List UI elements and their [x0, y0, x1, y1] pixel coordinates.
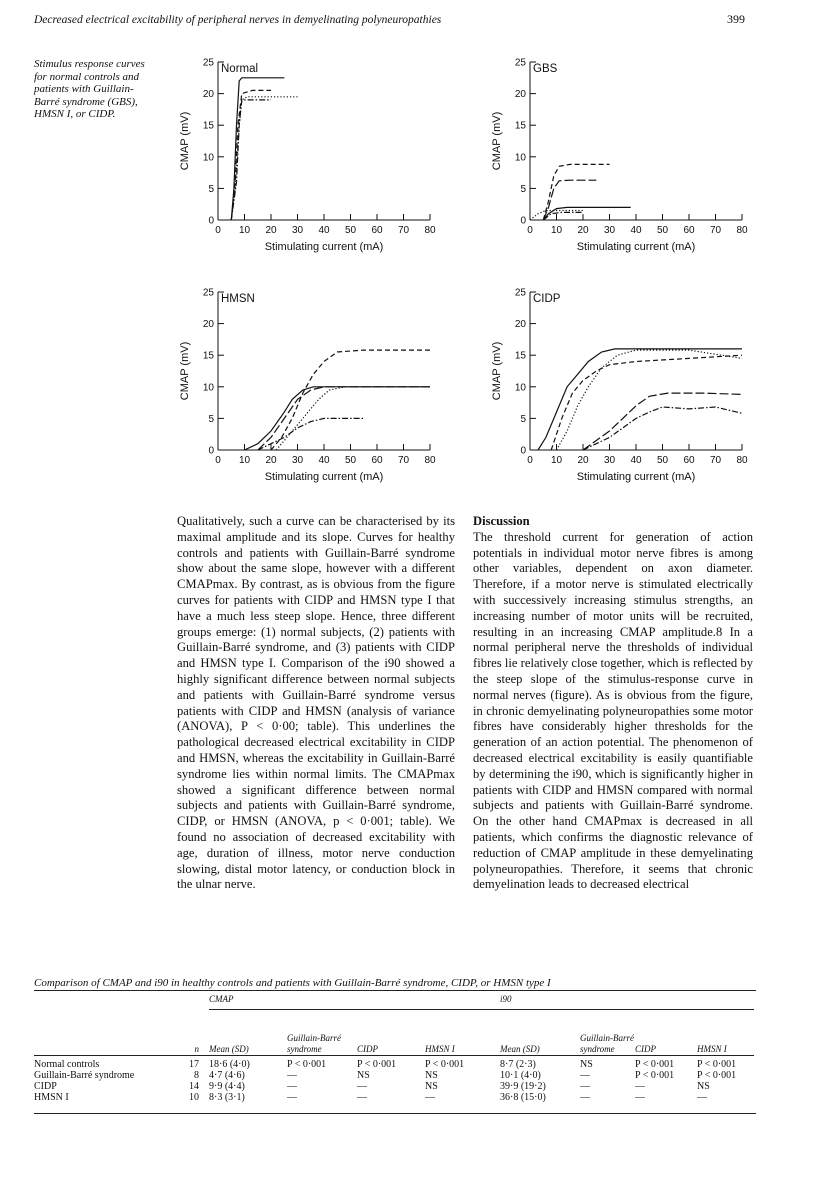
chart-title: CIDP: [533, 293, 561, 305]
x-tick-label: 50: [344, 455, 357, 466]
group-i90: i90: [500, 994, 754, 1010]
x-tick-label: 10: [550, 455, 563, 466]
row-label: Guillain-Barré syndrome: [34, 1070, 135, 1081]
table-cell: —: [287, 1092, 297, 1103]
x-tick-label: 60: [683, 455, 695, 466]
table-cell: 8·3 (3·1): [209, 1092, 245, 1103]
table-cell: 18·6 (4·0): [209, 1059, 250, 1070]
table-cell: NS: [425, 1070, 438, 1081]
table-cell: 36·8 (15·0): [500, 1092, 546, 1103]
y-axis-label: CMAP (mV): [491, 111, 503, 171]
series-line-dotted: [231, 97, 297, 220]
x-tick-label: 70: [397, 455, 410, 466]
x-tick-label: 60: [371, 455, 383, 466]
body-left-column: [177, 514, 455, 893]
table-cell: 10·1 (4·0): [500, 1070, 541, 1081]
x-tick-label: 40: [630, 455, 642, 466]
y-tick-label: 10: [202, 382, 214, 394]
x-axis-label: Stimulating current (mA): [576, 471, 696, 483]
table-top-rule: [34, 990, 756, 991]
table-cell: —: [580, 1070, 590, 1081]
y-tick-label: 15: [514, 350, 526, 362]
x-tick-label: 70: [397, 225, 410, 236]
x-tick-label: 0: [527, 225, 533, 236]
x-tick-label: 40: [318, 225, 330, 236]
series-line-solid: [231, 78, 284, 220]
y-axis-label: CMAP (mV): [491, 341, 503, 401]
col-i90-gbs: Guillain-Barré syndrome: [580, 1010, 635, 1056]
y-tick-label: 25: [202, 57, 214, 69]
table-bottom-rule: [34, 1113, 756, 1114]
series-line-dotted: [276, 387, 430, 450]
y-tick-label: 0: [208, 215, 214, 227]
table-cell: 39·9 (19·2): [500, 1081, 546, 1092]
series-line-longdash: [583, 393, 742, 450]
y-tick-label: 5: [208, 413, 214, 425]
body-paragraph: Qualitatively, such a curve can be characterised by its maximal amplitude and its slope. Curves for healthy controls and patients with Guillain-Barré syndrome show about the same slope, however with a different CMAPmax. By contrast, as is obvious from the figure curves for patients with CIDP and HMSN type I that have a much less steep slope. Hence, three different groups emerge: (1) normal subjects, (2) patients with Guillain-Barré syndrome, and (3) patients with CIDP and HMSN type I. Comparison of the i90 showed a highly significant difference between normal subjects and patients with Guillain-Barré syndrome versus patients with CIDP and HMSN (analysis of variance (ANOVA), P < 0·00; table). This underlines the pathological decreased electrical excitability in CIDP and HMSN, whereas the excitability in Guillain-Barré syndrome lies within normal limits. The CMAPmax showed a significant difference between normal subjects and patients with Guillain-Barré syndrome, CIDP, or HMSN (ANOVA, p < 0·001; table). We found no association of decreased excitability with age, duration of illness, motor nerve conduction slowing, distal motor latency, or conduction block in the ulnar nerve.: [177, 514, 455, 892]
table-cell: 17: [189, 1059, 199, 1070]
x-tick-label: 80: [424, 225, 436, 236]
col-i90-mean: Mean (SD): [500, 1010, 580, 1056]
table-row: [34, 1092, 754, 1103]
x-tick-label: 60: [371, 225, 383, 236]
y-tick-label: 20: [202, 319, 214, 331]
chart-normal: [175, 52, 440, 262]
figure-caption: Stimulus response curves for normal controls and patients with Guillain-Barré syndrome (GBS), HMSN I, or CIDP.: [34, 58, 145, 120]
x-axis-label: Stimulating current (mA): [264, 471, 384, 483]
series-line-dashdot: [258, 418, 364, 450]
chart-gbs: [487, 52, 752, 262]
y-tick-label: 15: [202, 350, 214, 362]
row-label: CIDP: [34, 1081, 57, 1092]
x-axis-label: Stimulating current (mA): [264, 241, 384, 253]
y-tick-label: 25: [202, 287, 214, 299]
x-tick-label: 10: [238, 225, 251, 236]
x-tick-label: 50: [656, 225, 669, 236]
x-tick-label: 60: [683, 225, 695, 236]
discussion-paragraph: The threshold current for generation of action potentials in individual motor nerve fibres is among other variables, dependent on axon diameter. Therefore, if a motor nerve is stimulated electrically with successively increasing stimulus strengths, an increasing number of motor units will be recruited, resulting in an increasing CMAP amplitude.8 In a normal peripheral nerve the thresholds of individual fibres lie relatively close together, which is reflected by the steep slope of the stimulus-response curve in normal nerves (figure). As is obvious from the figure, in chronic demyelinating polyneuropathies some motor fibres have considerably higher thresholds for the generation of an action potential. The phenomenon of decreased electrical excitability is easily quantifiable by determining the i90, which is significantly higher in patients with CIDP and HMSN compared with normal subjects and patients with Guillain-Barré syndrome. On the other hand CMAPmax is decreased in all patients, which confirms the diagnostic relevance of reduction of CMAP amplitude in these demyelinating polyneuropathies. Therefore, it seems that chronic demyelination leads to decreased electrical: [473, 529, 753, 892]
x-tick-label: 30: [291, 225, 304, 236]
table-cell: —: [287, 1070, 297, 1081]
table-body: [34, 1056, 754, 1104]
table-row: [34, 1070, 754, 1081]
table-cell: P < 0·001: [697, 1059, 737, 1070]
table-cell: —: [635, 1081, 645, 1092]
series-line-dotted: [557, 350, 743, 450]
x-tick-label: 40: [630, 225, 642, 236]
page-number: 399: [727, 12, 745, 26]
table-cell: NS: [580, 1059, 593, 1070]
y-tick-label: 15: [514, 120, 526, 132]
table-cell: —: [357, 1081, 367, 1092]
x-tick-label: 20: [265, 455, 277, 466]
table-row: [34, 1056, 754, 1071]
y-tick-label: 0: [520, 445, 526, 457]
series-line-dashdot: [583, 407, 742, 450]
table-cell: 9·9 (4·4): [209, 1081, 245, 1092]
table-cell: NS: [697, 1081, 710, 1092]
table-cell: NS: [425, 1081, 438, 1092]
table-cell: P < 0·001: [697, 1070, 737, 1081]
y-tick-label: 0: [520, 215, 526, 227]
x-tick-label: 20: [577, 455, 589, 466]
y-tick-label: 20: [202, 89, 214, 101]
col-cmap-hmsn: HMSN I: [425, 1010, 500, 1056]
table-cell: —: [357, 1092, 367, 1103]
table-cell: —: [580, 1081, 590, 1092]
y-tick-label: 5: [520, 183, 526, 195]
table-cell: P < 0·001: [635, 1059, 675, 1070]
x-tick-label: 30: [603, 225, 616, 236]
x-tick-label: 40: [318, 455, 330, 466]
x-tick-label: 80: [736, 455, 748, 466]
table-cell: 14: [189, 1081, 199, 1092]
table-cell: 10: [189, 1092, 199, 1103]
y-tick-label: 20: [514, 89, 526, 101]
table-cell: —: [697, 1092, 707, 1103]
table-row: [34, 1081, 754, 1092]
table-cell: P < 0·001: [357, 1059, 397, 1070]
x-tick-label: 30: [291, 455, 304, 466]
x-tick-label: 0: [215, 455, 221, 466]
y-tick-label: 20: [514, 319, 526, 331]
discussion-heading: Discussion: [473, 514, 530, 528]
x-tick-label: 30: [603, 455, 616, 466]
col-i90-cidp: CIDP: [635, 1010, 697, 1056]
table-cell: 8·7 (2·3): [500, 1059, 536, 1070]
chart-title: GBS: [533, 63, 558, 75]
col-cmap-cidp: CIDP: [357, 1010, 425, 1056]
series-line-solid: [538, 349, 742, 450]
y-tick-label: 0: [208, 445, 214, 457]
table-cell: P < 0·001: [635, 1070, 675, 1081]
table-cell: P < 0·001: [425, 1059, 465, 1070]
row-label: HMSN I: [34, 1092, 69, 1103]
table-cell: —: [287, 1081, 297, 1092]
x-tick-label: 50: [344, 225, 357, 236]
x-axis-label: Stimulating current (mA): [576, 241, 696, 253]
y-tick-label: 5: [208, 183, 214, 195]
y-tick-label: 5: [520, 413, 526, 425]
chart-cidp: [487, 282, 752, 492]
x-tick-label: 70: [709, 455, 722, 466]
x-tick-label: 10: [238, 455, 251, 466]
col-cmap-mean: Mean (SD): [209, 1010, 287, 1056]
y-tick-label: 10: [514, 152, 526, 164]
y-tick-label: 10: [202, 152, 214, 164]
table-group-header-row: [34, 994, 754, 1010]
table-cell: 8: [194, 1070, 199, 1081]
comparison-table: [34, 994, 754, 1103]
table-cell: NS: [357, 1070, 370, 1081]
x-tick-label: 80: [424, 455, 436, 466]
x-tick-label: 0: [527, 455, 533, 466]
x-tick-label: 50: [656, 455, 669, 466]
table-cell: —: [635, 1092, 645, 1103]
table-cell: —: [580, 1092, 590, 1103]
col-n: n: [169, 1010, 209, 1056]
chart-title: HMSN: [221, 293, 255, 305]
series-line-dashed: [551, 355, 742, 450]
table-header-row: [34, 1010, 754, 1056]
y-axis-label: CMAP (mV): [179, 111, 191, 171]
table-cell: 4·7 (4·6): [209, 1070, 245, 1081]
x-tick-label: 20: [577, 225, 589, 236]
x-tick-label: 0: [215, 225, 221, 236]
x-tick-label: 20: [265, 225, 277, 236]
table-title: Comparison of CMAP and i90 in healthy controls and patients with Guillain-Barré syndrome, CIDP, or HMSN type I: [34, 977, 551, 989]
col-i90-hmsn: HMSN I: [697, 1010, 754, 1056]
series-line-solid: [245, 387, 431, 450]
y-tick-label: 15: [202, 120, 214, 132]
x-tick-label: 10: [550, 225, 563, 236]
y-tick-label: 25: [514, 57, 526, 69]
y-axis-label: CMAP (mV): [179, 341, 191, 401]
body-right-column: [473, 514, 753, 893]
series-line-dashed: [271, 350, 430, 450]
running-title: Decreased electrical excitability of peripheral nerves in demyelinating polyneuropathies: [34, 14, 442, 26]
chart-hmsn: [175, 282, 440, 492]
chart-title: Normal: [221, 63, 259, 75]
col-cmap-gbs: Guillain-Barré syndrome: [287, 1010, 357, 1056]
table-cell: P < 0·001: [287, 1059, 327, 1070]
table-cell: —: [425, 1092, 435, 1103]
y-tick-label: 25: [514, 287, 526, 299]
y-tick-label: 10: [514, 382, 526, 394]
x-tick-label: 70: [709, 225, 722, 236]
row-label: Normal controls: [34, 1059, 100, 1070]
x-tick-label: 80: [736, 225, 748, 236]
group-cmap: CMAP: [209, 994, 500, 1010]
